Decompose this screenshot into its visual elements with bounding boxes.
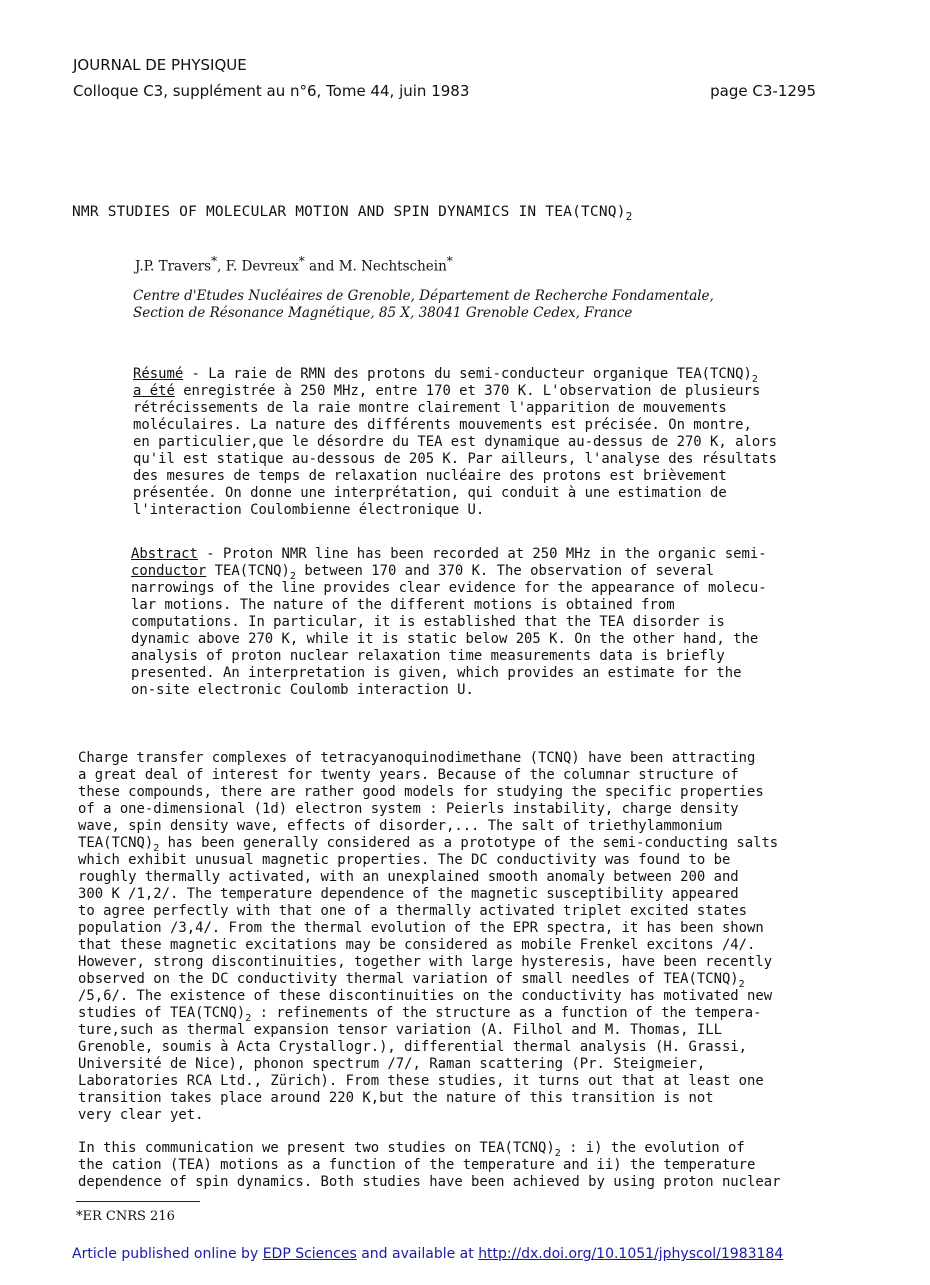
- text-line: lar motions. The nature of the different motions is obtained from: [131, 597, 675, 613]
- text-segment: observed on the DC conductivity thermal variation of small needles of TEA(TCNQ): [78, 971, 739, 987]
- text-line: wave, spin density wave, effects of disorder,... The salt of triethylammonium: [78, 818, 722, 834]
- publisher-link[interactable]: EDP Sciences: [262, 1246, 357, 1262]
- text-line: ture,such as thermal expansion tensor variation (A. Filhol and M. Thomas, ILL: [78, 1022, 722, 1038]
- text-line: Grenoble, soumis à Acta Crystallogr.), differential thermal analysis (H. Grassi,: [78, 1039, 748, 1055]
- text-line: these compounds, there are rather good models for studying the specific properties: [78, 784, 764, 800]
- author-name: M. Nechtschein: [338, 258, 447, 275]
- text-segment: - La raie de RMN des protons du semi-conducteur organique TEA(TCNQ): [183, 366, 752, 382]
- text-line: narrowings of the line provides clear evidence for the appearance of molecu-: [131, 580, 767, 596]
- text-line: Laboratories RCA Ltd., Zürich). From these studies, it turns out that at least one: [78, 1073, 764, 1089]
- author-name: F. Devreux: [225, 258, 299, 275]
- text-line: of a one-dimensional (1d) electron system : Peierls instability, charge density: [78, 801, 739, 817]
- author-mark: *: [298, 254, 305, 268]
- text-line: l'interaction Coulombienne électronique U.: [133, 502, 485, 518]
- text-line: dependence of spin dynamics. Both studies have been achieved by using proton nuclear: [78, 1174, 781, 1190]
- text-segment: In this communication we present two studies on TEA(TCNQ): [78, 1140, 555, 1156]
- resume-paragraph: [133, 366, 777, 519]
- text-segment: between 170 and 370 K. The observation of several: [295, 563, 715, 579]
- text-line: /5,6/. The existence of these discontinuities on the conductivity has motivated new: [78, 988, 773, 1004]
- page-number: page C3-1295: [710, 82, 816, 100]
- text-line: Université de Nice), phonon spectrum /7/, Raman scattering (Pr. Steigmeier,: [78, 1056, 706, 1072]
- text-line: [78, 835, 778, 852]
- text-segment: conductor: [131, 563, 207, 579]
- author-separator: ,: [217, 258, 226, 275]
- text-segment: studies of TEA(TCNQ): [78, 1005, 246, 1021]
- body-paragraph: [78, 1140, 780, 1191]
- journal-name: JOURNAL DE PHYSIQUE: [73, 56, 247, 74]
- subscript: 2: [751, 373, 758, 385]
- text-line: dynamic above 270 K, while it is static below 205 K. On the other hand, the: [131, 631, 759, 647]
- text-line: rétrécissements de la raie montre clairement l'apparition de mouvements: [133, 400, 727, 416]
- text-line: moléculaires. La nature des différents mouvements est précisée. On montre,: [133, 417, 752, 433]
- subscript: 2: [289, 570, 296, 582]
- footer-prefix: Article published online by: [72, 1246, 263, 1262]
- text-line: population /3,4/. From the thermal evolution of the EPR spectra, it has been shown: [78, 920, 764, 936]
- text-line: roughly thermally activated, with an unexplained smooth anomaly between 200 and: [78, 869, 739, 885]
- text-line: présentée. On donne une interprétation, qui conduit à une estimation de: [133, 485, 727, 501]
- body-paragraph: [78, 750, 778, 1124]
- text-line: [133, 366, 777, 383]
- text-line: en particulier,que le désordre du TEA est dynamique au-dessus de 270 K, alors: [133, 434, 777, 450]
- text-line: 300 K /1,2/. The temperature dependence of the magnetic susceptibility appeared: [78, 886, 739, 902]
- issue-info: Colloque C3, supplément au n°6, Tome 44, juin 1983: [73, 82, 470, 100]
- text-line: [78, 1140, 780, 1157]
- affiliation-line: Centre d'Etudes Nucléaires de Grenoble, Département de Recherche Fondamentale,: [133, 288, 714, 304]
- text-segment: a été: [133, 383, 175, 399]
- subscript: 2: [245, 1012, 252, 1024]
- author-mark: *: [446, 254, 453, 268]
- footnote-divider: [76, 1201, 200, 1202]
- text-line: [133, 383, 777, 400]
- text-line: [131, 546, 767, 563]
- doi-link[interactable]: http://dx.doi.org/10.1051/jphyscol/1983184: [478, 1246, 784, 1262]
- text-line: the cation (TEA) motions as a function of the temperature and ii) the temperature: [78, 1157, 756, 1173]
- text-segment: TEA(TCNQ): [206, 563, 290, 579]
- text-line: [78, 971, 778, 988]
- text-segment: : refinements of the structure as a function of the tempera-: [251, 1005, 762, 1021]
- text-segment: : i) the evolution of: [560, 1140, 745, 1156]
- text-line: to agree perfectly with that one of a thermally activated triplet excited states: [78, 903, 748, 919]
- author-list: [135, 254, 453, 275]
- footnote: *ER CNRS 216: [76, 1209, 175, 1224]
- author-mark: *: [211, 254, 218, 268]
- abstract-heading: Abstract: [131, 546, 198, 562]
- text-segment: has been generally considered as a prototype of the semi-conducting salts: [159, 835, 779, 851]
- text-line: on-site electronic Coulomb interaction U.: [131, 682, 474, 698]
- text-line: analysis of proton nuclear relaxation time measurements data is briefly: [131, 648, 725, 664]
- text-line: presented. An interpretation is given, which provides an estimate for the: [131, 665, 742, 681]
- paper-title: [72, 204, 632, 223]
- publication-footer: [72, 1246, 783, 1262]
- subscript: 2: [554, 1147, 561, 1159]
- text-segment: - Proton NMR line has been recorded at 250 MHz in the organic semi-: [197, 546, 767, 562]
- text-line: des mesures de temps de relaxation nucléaire des protons est brièvement: [133, 468, 727, 484]
- author-separator: and: [304, 258, 339, 275]
- subscript: 2: [153, 842, 160, 854]
- title-subscript: 2: [625, 209, 633, 223]
- text-line: [131, 563, 767, 580]
- affiliation-line: Section de Résonance Magnétique, 85 X, 38041 Grenoble Cedex, France: [133, 305, 633, 321]
- resume-heading: Résumé: [133, 366, 184, 382]
- text-line: very clear yet.: [78, 1107, 204, 1123]
- text-line: [78, 1005, 778, 1022]
- text-line: However, strong discontinuities, together with large hysteresis, have been recently: [78, 954, 773, 970]
- text-line: that these magnetic excitations may be considered as mobile Frenkel excitons /4/.: [78, 937, 756, 953]
- footer-middle: and available at: [356, 1246, 479, 1262]
- author-name: J.P. Travers: [135, 258, 212, 275]
- subscript: 2: [738, 978, 745, 990]
- text-line: transition takes place around 220 K,but the nature of this transition is not: [78, 1090, 714, 1106]
- title-text: NMR STUDIES OF MOLECULAR MOTION AND SPIN DYNAMICS IN TEA(TCNQ): [72, 204, 626, 220]
- text-line: a great deal of interest for twenty years. Because of the columnar structure of: [78, 767, 739, 783]
- text-segment: enregistrée à 250 MHz, entre 170 et 370 K. L'observation de plusieurs: [174, 383, 761, 399]
- text-line: which exhibit unusual magnetic properties. The DC conductivity was found to be: [78, 852, 731, 868]
- text-line: qu'il est statique au-dessous de 205 K. Par ailleurs, l'analyse des résultats: [133, 451, 777, 467]
- text-line: Charge transfer complexes of tetracyanoquinodimethane (TCNQ) have been attracting: [78, 750, 756, 766]
- text-segment: TEA(TCNQ): [78, 835, 154, 851]
- abstract-paragraph: [131, 546, 767, 699]
- text-line: computations. In particular, it is established that the TEA disorder is: [131, 614, 725, 630]
